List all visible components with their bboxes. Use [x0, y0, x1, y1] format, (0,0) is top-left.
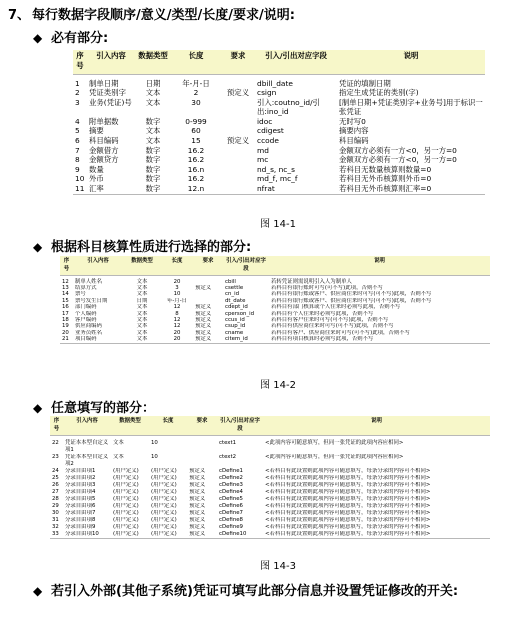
cell-required — [221, 155, 255, 165]
col-header-no: 序号 — [50, 416, 63, 435]
cell-note: <若科目有此设置则此项内容可随意填写，每条分录的内容可不相同> — [265, 481, 431, 488]
cell-no: 10 — [75, 174, 85, 184]
col-header-no: 序号 — [73, 50, 87, 74]
cell-content: 个人编码 — [75, 310, 97, 317]
figure-caption-14-2: 图 14-2 — [260, 380, 296, 391]
cell-no: 11 — [75, 184, 85, 194]
cell-length: (用户定义) — [151, 530, 177, 537]
table-row — [73, 88, 485, 98]
cell-length: (用户定义) — [151, 488, 177, 495]
cell-content: 分录自由项7 — [65, 509, 96, 516]
cell-note: <此项内容可随意填写，但同一张凭证的此项内容应相同> — [265, 439, 404, 446]
col-header-content: 引入内容 — [87, 50, 135, 74]
cell-content: 客户编码 — [75, 316, 97, 323]
cell-note: 金额双方必须有一方<0，另一方=0 — [339, 155, 457, 165]
cell-datatype: 文本 — [136, 323, 148, 330]
cell-required — [221, 174, 255, 184]
cell-note: 摘要内容 — [339, 126, 369, 136]
cell-note: <若科目有此设置则此项内容可随意填写，每条分录的内容可不相同> — [265, 474, 431, 481]
cell-required: 预定义 — [189, 523, 206, 530]
cell-length: 10 — [151, 453, 158, 460]
cell-field: md_f, mc_f — [257, 174, 298, 184]
col-header-note: 说明 — [337, 50, 485, 74]
figure-caption-14-1: 图 14-1 — [260, 219, 296, 230]
cell-datatype: 文本 — [136, 284, 148, 291]
cell-content: 金额借方 — [89, 145, 119, 155]
cell-no: 1 — [75, 78, 80, 88]
cell-required: 预定义 — [189, 467, 206, 474]
cell-field: nfrat — [257, 184, 275, 194]
cell-required — [187, 435, 217, 454]
cell-content: 业务员姓名 — [75, 329, 102, 336]
cell-required: 预定义 — [189, 481, 206, 488]
cell-no: 2 — [75, 88, 80, 98]
cell-required: 预定义 — [189, 509, 206, 516]
cell-content: 外币 — [89, 174, 104, 184]
cell-datatype: 文本 — [136, 336, 148, 343]
cell-note: 若科目有银行账或客户、供应商往来时可写(可不写)此项，否则不写 — [271, 291, 432, 298]
cell-required — [221, 74, 255, 88]
cell-length: (用户定义) — [151, 481, 177, 488]
table-row — [60, 336, 490, 343]
conditional-fields-table — [60, 256, 490, 344]
part2-heading — [33, 236, 251, 255]
table-row — [50, 482, 490, 489]
col-header-required: 要求 — [221, 50, 255, 74]
cell-datatype: (用户定义) — [113, 488, 139, 495]
cell-note: 若科目有项目核算时必须写此项，否则不写 — [271, 336, 374, 343]
table-row — [50, 435, 490, 454]
cell-no: 18 — [62, 316, 69, 323]
cell-content: 项目编码 — [75, 336, 97, 343]
cell-content: 供应商编码 — [75, 323, 102, 330]
cell-field: cDefine5 — [219, 495, 243, 502]
cell-required: 预定义 — [195, 284, 212, 291]
cell-content: 数量 — [89, 164, 104, 174]
cell-field: cDefine10 — [219, 530, 247, 537]
cell-content: 票号 — [75, 291, 86, 298]
diamond-bullet-icon: ◆ — [33, 31, 43, 45]
cell-required: 预定义 — [226, 136, 250, 146]
cell-datatype: (用户定义) — [113, 474, 139, 481]
cell-no: 22 — [52, 439, 59, 446]
cell-length: 2 — [193, 88, 199, 98]
col-header-note: 说明 — [263, 416, 490, 435]
cell-field: ccode — [257, 136, 279, 146]
cell-datatype: 数字 — [145, 174, 161, 184]
cell-required: 预定义 — [195, 329, 212, 336]
cell-length: (用户定义) — [151, 516, 177, 523]
cell-note: <此项内容可随意填写，但同一张凭证的此项内容应相同> — [265, 453, 404, 460]
cell-required — [187, 454, 217, 468]
cell-no: 4 — [75, 116, 80, 126]
cell-required: 预定义 — [226, 88, 250, 98]
col-header-no: 序号 — [60, 256, 73, 275]
cell-required: 预定义 — [189, 502, 206, 509]
cell-content: 分录自由项6 — [65, 502, 96, 509]
col-header-length: 长度 — [171, 50, 221, 74]
cell-field: cn_id — [225, 291, 239, 298]
cell-content: 部门编码 — [75, 304, 97, 311]
cell-note: <若科目有此设置则此项内容可随意填写，每条分录的内容可不相同> — [265, 530, 431, 537]
cell-content: 凭证类别字 — [89, 88, 126, 98]
cell-required: 预定义 — [195, 310, 212, 317]
cell-field: cDefine2 — [219, 474, 243, 481]
cell-note: 科目编码 — [339, 136, 369, 146]
table-row — [73, 98, 485, 117]
table-row — [50, 517, 490, 524]
col-header-field: 引入/引出对应字段 — [223, 256, 269, 275]
cell-content: 制单人姓名 — [75, 278, 102, 285]
cell-content: 科目编码 — [89, 136, 119, 146]
cell-no: 9 — [75, 164, 80, 174]
cell-content: 分录自由项2 — [65, 474, 96, 481]
cell-length: (用户定义) — [151, 474, 177, 481]
cell-no: 8 — [75, 155, 80, 165]
col-header-field: 引入/引出对应字段 — [255, 50, 337, 74]
cell-required: 预定义 — [195, 336, 212, 343]
cell-datatype: 文本 — [145, 97, 161, 107]
table-row — [73, 126, 485, 136]
part3-heading-text: 任意填写的部分： — [51, 401, 156, 416]
cell-no: 17 — [62, 310, 69, 317]
cell-content: 分录自由项5 — [65, 495, 96, 502]
table-row — [73, 146, 485, 156]
cell-field: csup_id — [225, 323, 246, 330]
cell-no: 26 — [52, 481, 59, 488]
cell-datatype: (用户定义) — [113, 516, 139, 523]
table-header-row — [73, 50, 485, 74]
cell-field: dbill_date — [257, 78, 293, 88]
cell-no: 29 — [52, 502, 59, 509]
col-header-datatype: 数据类型 — [135, 50, 171, 74]
cell-datatype: 数字 — [145, 184, 161, 194]
cell-required — [221, 184, 255, 194]
table-row — [73, 165, 485, 175]
cell-length: 20 — [173, 336, 181, 343]
cell-datatype: (用户定义) — [113, 502, 139, 509]
cell-content: 分录自由项9 — [65, 523, 96, 530]
cell-no: 27 — [52, 488, 59, 495]
cell-length: 10 — [151, 439, 158, 446]
cell-datatype: 文本 — [136, 310, 148, 317]
table-row — [73, 136, 485, 146]
cell-field: cDefine1 — [219, 467, 243, 474]
cell-required: 预定义 — [189, 474, 206, 481]
cell-datatype: 文本 — [145, 88, 161, 98]
cell-required: 预定义 — [189, 530, 206, 537]
cell-datatype: 文本 — [145, 136, 161, 146]
cell-datatype: (用户定义) — [113, 467, 139, 474]
cell-length: 16.2 — [187, 145, 205, 155]
cell-length: (用户定义) — [151, 502, 177, 509]
cell-required: 预定义 — [189, 488, 206, 495]
cell-datatype: 文本 — [113, 453, 124, 460]
cell-length: 8 — [175, 310, 179, 317]
cell-content: 分录自由项3 — [65, 481, 96, 488]
required-fields-table — [73, 50, 485, 195]
part2-heading-text: 根据科目核算性质进行选择的部分: — [51, 240, 252, 255]
part3-heading — [33, 397, 155, 416]
cell-required: 预定义 — [195, 304, 212, 311]
cell-required — [221, 98, 255, 117]
part1-heading-text: 必有部分: — [51, 31, 109, 46]
cell-note: 若科目有客户、供应商往来时可写(可不写)此项，否则不写 — [271, 329, 410, 336]
cell-no: 20 — [62, 329, 69, 336]
cell-required — [221, 126, 255, 136]
cell-required — [193, 275, 223, 285]
table-row — [50, 454, 490, 468]
cell-note: 金额双方必须有一方<0，另一方=0 — [339, 145, 457, 155]
cell-required: 预定义 — [195, 316, 212, 323]
table-row — [60, 275, 490, 285]
cell-note: <若科目有此设置则此项内容可随意填写，每条分录的内容可不相同> — [265, 495, 431, 502]
cell-no: 23 — [52, 453, 59, 460]
cell-note: <若科目有此设置则此项内容可随意填写，每条分录的内容可不相同> — [265, 488, 431, 495]
col-header-required: 要求 — [193, 256, 223, 275]
cell-field: csettle — [225, 284, 244, 291]
cell-field: cdigest — [257, 126, 284, 136]
cell-note: <若科目有此设置则此项内容可随意填写，每条分录的内容可不相同> — [265, 502, 431, 509]
cell-datatype: (用户定义) — [113, 509, 139, 516]
cell-datatype: (用户定义) — [113, 530, 139, 537]
cell-field: cname — [225, 329, 244, 336]
cell-datatype: 日期 — [145, 78, 161, 88]
cell-no: 32 — [52, 523, 59, 530]
cell-field: cperson_id — [225, 310, 255, 317]
cell-note: 凭证的填制日期 — [339, 78, 391, 88]
cell-field: cbill — [225, 278, 236, 285]
part4-heading-text: 若引入外部(其他子系统)凭证可填写此部分信息并设置凭证修改的开关: — [51, 584, 459, 599]
cell-no: 28 — [52, 495, 59, 502]
cell-field: cDefine7 — [219, 509, 243, 516]
col-header-field: 引入/引出对应字段 — [217, 416, 263, 435]
cell-content: 分录自由项8 — [65, 516, 96, 523]
cell-no: 3 — [75, 97, 80, 107]
cell-content: 凭证本本型自定义项1 — [65, 439, 109, 453]
cell-datatype: 文本 — [145, 126, 161, 136]
col-header-content: 引入内容 — [73, 256, 123, 275]
cell-note: <若科目有此设置则此项内容可随意填写，每条分录的内容可不相同> — [265, 516, 431, 523]
col-header-datatype: 数据类型 — [123, 256, 161, 275]
cell-length: 20 — [173, 278, 181, 285]
cell-datatype: 数字 — [145, 116, 161, 126]
col-header-datatype: 数据类型 — [111, 416, 149, 435]
cell-datatype: 文本 — [136, 304, 148, 311]
cell-length: 年-月-日 — [166, 297, 188, 304]
cell-note: 若科目无外币核算则外币=0 — [339, 174, 432, 184]
cell-field: dt_date — [225, 297, 246, 304]
cell-note: <若科目有此设置则此项内容可随意填写，每条分录的内容可不相同> — [265, 509, 431, 516]
col-header-length: 长度 — [161, 256, 193, 275]
cell-field: cdept_id — [225, 304, 248, 311]
cell-length: (用户定义) — [151, 523, 177, 530]
table-row — [50, 524, 490, 531]
cell-datatype: 文本 — [113, 439, 124, 446]
cell-required — [221, 117, 255, 127]
cell-no: 30 — [52, 509, 59, 516]
cell-note: 若科目有部门核算或个人往来时必须写此项，否则不写 — [271, 304, 401, 311]
cell-datatype: 文本 — [136, 278, 148, 285]
cell-field: cDefine9 — [219, 523, 243, 530]
cell-required — [221, 165, 255, 175]
cell-field: cDefine8 — [219, 516, 243, 523]
cell-field: ctext2 — [219, 453, 237, 460]
cell-content: 汇率 — [89, 184, 104, 194]
table-header-row — [50, 416, 490, 435]
cell-field: cDefine3 — [219, 481, 243, 488]
cell-note: 指定生成凭证的类别(字) — [339, 88, 419, 98]
cell-note: 若转凭证则需说明引入人为制单人 — [271, 278, 352, 285]
part4-heading — [33, 580, 458, 599]
cell-note: 若科目有银行账时可写(可不写)此项，否则不写 — [271, 284, 384, 291]
cell-required — [221, 146, 255, 156]
cell-note: 若科目有银行账或客户、供应商往来时可写(可不写)此项，否则不写 — [271, 297, 432, 304]
cell-no: 5 — [75, 126, 80, 136]
cell-no: 31 — [52, 516, 59, 523]
cell-note: 若科目无数量核算则数量=0 — [339, 164, 432, 174]
cell-datatype: (用户定义) — [113, 495, 139, 502]
table-header-row — [60, 256, 490, 275]
table-row — [50, 531, 490, 539]
cell-no: 13 — [62, 284, 69, 291]
cell-field: mc — [257, 155, 269, 165]
cell-required: 预定义 — [189, 495, 206, 502]
cell-field: md — [257, 145, 269, 155]
diamond-bullet-icon: ◆ — [33, 240, 43, 254]
cell-length: 12 — [173, 323, 181, 330]
cell-field: ccus_id — [225, 316, 245, 323]
part1-heading — [33, 27, 108, 46]
cell-required: 预定义 — [189, 516, 206, 523]
cell-no: 16 — [62, 304, 69, 311]
figure-caption-14-3: 图 14-3 — [260, 561, 296, 572]
cell-length: 20 — [173, 329, 181, 336]
cell-content: 制单日期 — [89, 78, 119, 88]
cell-field: citem_id — [225, 336, 248, 343]
cell-length: (用户定义) — [151, 467, 177, 474]
section-number: 7、 — [8, 8, 31, 23]
cell-note: 无时写0 — [339, 116, 366, 126]
cell-no: 7 — [75, 145, 80, 155]
cell-content: 结算方式 — [75, 284, 97, 291]
col-header-required: 要求 — [187, 416, 217, 435]
diamond-bullet-icon: ◆ — [33, 584, 43, 598]
cell-note: 若科目有供应商往来时可写(可不写)此项，否则不写 — [271, 323, 394, 330]
cell-length: 60 — [191, 126, 201, 136]
section-heading — [8, 4, 295, 23]
cell-length: 12 — [173, 304, 181, 311]
table-row — [73, 117, 485, 127]
cell-content: 凭证本本型自定义项2 — [65, 453, 109, 467]
cell-no: 6 — [75, 136, 80, 146]
cell-field: ctext1 — [219, 439, 237, 446]
cell-no: 14 — [62, 291, 69, 298]
col-header-length: 长度 — [149, 416, 187, 435]
diamond-bullet-icon: ◆ — [33, 401, 43, 415]
cell-datatype: (用户定义) — [113, 523, 139, 530]
cell-no: 24 — [52, 467, 59, 474]
col-header-note: 说明 — [269, 256, 490, 275]
cell-no: 19 — [62, 323, 69, 330]
cell-datatype: 文本 — [136, 291, 148, 298]
optional-fields-table — [50, 416, 490, 539]
cell-length: 0-999 — [185, 116, 207, 126]
cell-length: 3 — [175, 284, 179, 291]
cell-datatype: 数字 — [145, 164, 161, 174]
cell-length: (用户定义) — [151, 509, 177, 516]
table-row — [73, 155, 485, 165]
cell-datatype: 日期 — [136, 297, 148, 304]
cell-datatype: 数字 — [145, 145, 161, 155]
cell-note: <若科目有此设置则此项内容可随意填写，每条分录的内容可不相同> — [265, 523, 431, 530]
cell-field: 引入:coutno_id/引出:ino_id — [257, 97, 320, 117]
cell-no: 25 — [52, 474, 59, 481]
table-row — [73, 184, 485, 194]
cell-content: 附单据数 — [89, 116, 119, 126]
col-header-content: 引入内容 — [63, 416, 111, 435]
cell-no: 15 — [62, 297, 69, 304]
cell-no: 12 — [62, 278, 69, 285]
cell-length: 10 — [173, 291, 181, 298]
cell-length: 12 — [173, 316, 181, 323]
cell-note: 若科目无外币核算则汇率=0 — [339, 184, 432, 194]
section-title: 每行数据字段顺序/意义/类型/长度/要求/说明: — [32, 8, 295, 23]
cell-content: 业务(凭证)号 — [89, 97, 132, 107]
cell-length: 16.2 — [187, 155, 205, 165]
table-row — [50, 510, 490, 517]
cell-required: 预定义 — [195, 323, 212, 330]
cell-length: 15 — [191, 136, 201, 146]
cell-datatype: 数字 — [145, 155, 161, 165]
table-row — [50, 503, 490, 510]
cell-field: csign — [257, 88, 277, 98]
cell-note: <若科目有此设置则此项内容可随意填写，每条分录的内容可不相同> — [265, 467, 431, 474]
cell-datatype: 文本 — [136, 316, 148, 323]
cell-length: 年-月-日 — [182, 78, 210, 88]
table-row — [50, 475, 490, 482]
table-row — [73, 174, 485, 184]
table-row — [50, 489, 490, 496]
cell-field: idoc — [257, 116, 273, 126]
cell-content: 摘要 — [89, 126, 104, 136]
cell-length: (用户定义) — [151, 495, 177, 502]
cell-length: 16.n — [187, 164, 205, 174]
cell-field: cDefine6 — [219, 502, 243, 509]
cell-content: 分录自由项1 — [65, 467, 96, 474]
cell-note: 若科目有个人往来时必须写此项，否则不写 — [271, 310, 374, 317]
cell-content: 金额贷方 — [89, 155, 119, 165]
cell-note: [制单日期+凭证类别字+业务号]用于标识一张凭证 — [339, 97, 483, 117]
cell-datatype: (用户定义) — [113, 481, 139, 488]
cell-content: 分录自由项10 — [65, 530, 99, 537]
cell-datatype: 文本 — [136, 329, 148, 336]
cell-field: nd_s, nc_s — [257, 164, 295, 174]
table-row — [50, 496, 490, 503]
cell-content: 票号发生日期 — [75, 297, 108, 304]
cell-no: 33 — [52, 530, 59, 537]
cell-no: 21 — [62, 336, 69, 343]
cell-note: 若科目有客户往来时可写(可不写)此项，否则不写 — [271, 316, 389, 323]
cell-field: cDefine4 — [219, 488, 243, 495]
cell-content: 分录自由项4 — [65, 488, 96, 495]
table-row — [73, 74, 485, 88]
table-row — [50, 468, 490, 475]
cell-length: 12.n — [187, 184, 205, 194]
cell-length: 16.2 — [187, 174, 205, 184]
cell-length: 30 — [191, 97, 201, 107]
